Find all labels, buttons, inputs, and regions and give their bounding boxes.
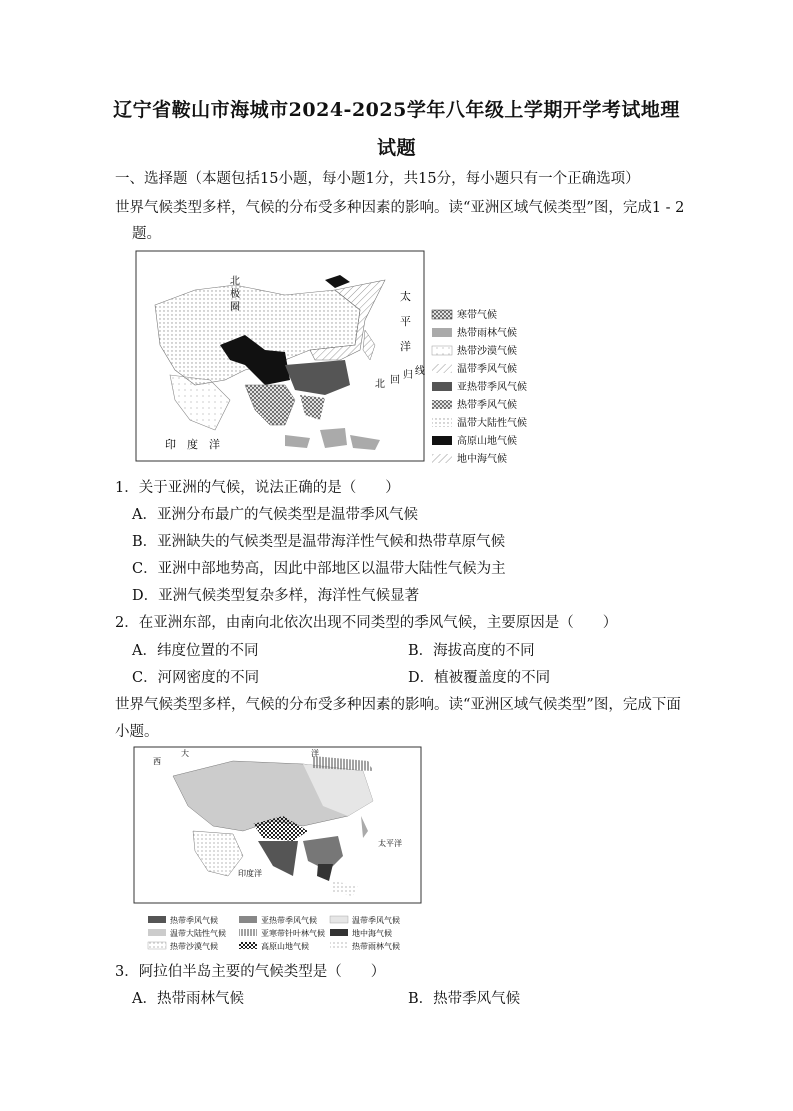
svg-text:温带季风气候: 温带季风气候 <box>352 916 400 925</box>
svg-text:线: 线 <box>415 366 425 377</box>
svg-text:热带沙漠气候: 热带沙漠气候 <box>457 346 517 357</box>
svg-text:地中海气候: 地中海气候 <box>457 454 507 464</box>
q1-option-a[interactable]: A．亚洲分布最广的气候类型是温带季风气候 <box>132 507 418 523</box>
svg-text:热带雨林气候: 热带雨林气候 <box>457 328 517 339</box>
map2-label-indian: 印度洋 <box>238 869 262 878</box>
map1-label-tropic: 北 <box>375 379 385 390</box>
svg-text:热带沙漠气候: 热带沙漠气候 <box>170 942 218 951</box>
svg-text:洋: 洋 <box>400 340 411 353</box>
q1-stem: 1．关于亚洲的气候，说法正确的是（ ） <box>115 480 400 496</box>
q2-stem: 2．在亚洲东部，由南向北依次出现不同类型的季风气候，主要原因是（ ） <box>115 615 618 631</box>
svg-text:温带大陆性气候: 温带大陆性气候 <box>457 418 527 429</box>
svg-text:平: 平 <box>400 315 411 328</box>
svg-text:温带季风气候: 温带季风气候 <box>457 364 517 375</box>
svg-text:高原山地气候: 高原山地气候 <box>457 436 517 447</box>
q1-option-b[interactable]: B．亚洲缺失的气候类型是温带海洋性气候和热带草原气候 <box>132 534 506 550</box>
svg-text:回: 回 <box>390 375 400 386</box>
svg-text:圈: 圈 <box>230 302 240 313</box>
map2-legend <box>148 915 400 951</box>
q1-option-c[interactable]: C．亚洲中部地势高，因此中部地区以温带大陆性气候为主 <box>132 561 506 577</box>
map1-label-indian: 印 度 洋 <box>165 438 220 451</box>
q2-option-b[interactable]: B．海拔高度的不同 <box>408 643 535 659</box>
q2-option-c[interactable]: C．河网密度的不同 <box>132 670 260 686</box>
svg-text:寒带气候: 寒带气候 <box>457 310 497 321</box>
q3-option-a[interactable]: A．热带雨林气候 <box>132 991 244 1007</box>
svg-text:热带雨林气候: 热带雨林气候 <box>352 942 400 951</box>
svg-text:亚热带季风气候: 亚热带季风气候 <box>261 916 317 925</box>
svg-text:亚热带季风气候: 亚热带季风气候 <box>457 382 527 393</box>
map1-legend <box>432 308 527 464</box>
svg-text:极: 极 <box>230 289 240 300</box>
intro-2-line-a: 世界气候类型多样，气候的分布受多种因素的影响。读“亚洲区域气候类型”图，完成下面 <box>115 697 681 713</box>
svg-text:大: 大 <box>181 749 189 758</box>
svg-text:洋: 洋 <box>311 749 319 758</box>
intro-1-line-a: 世界气候类型多样，气候的分布受多种因素的影响。读“亚洲区域气候类型”图，完成1 - 2 <box>115 200 685 216</box>
q2-option-d[interactable]: D．植被覆盖度的不同 <box>408 670 551 686</box>
asia-climate-map-2 <box>133 746 423 954</box>
q3-option-b[interactable]: B．热带季风气候 <box>408 991 521 1007</box>
svg-text:热带季风气候: 热带季风气候 <box>170 916 218 925</box>
q1-option-d[interactable]: D．亚洲气候类型复杂多样，海洋性气候显著 <box>132 588 420 604</box>
svg-text:温带大陆性气候: 温带大陆性气候 <box>170 929 226 938</box>
q2-option-a[interactable]: A．纬度位置的不同 <box>132 643 259 659</box>
svg-text:热带季风气候: 热带季风气候 <box>457 400 517 411</box>
svg-text:西: 西 <box>153 757 161 766</box>
doc-title-line2: 试题 <box>376 137 416 159</box>
map2-label-pacific: 太平洋 <box>378 839 402 848</box>
map1-label-north: 北 <box>230 276 240 287</box>
q3-stem: 3．阿拉伯半岛主要的气候类型是（ ） <box>115 964 386 980</box>
asia-climate-map-1 <box>135 250 535 464</box>
svg-text:高原山地气候: 高原山地气候 <box>261 942 309 951</box>
intro-1-line-b: 题。 <box>132 226 161 242</box>
svg-text:地中海气候: 地中海气候 <box>352 929 392 938</box>
section-heading: 一、选择题（本题包括15小题，每小题1分，共15分，每小题只有一个正确选项） <box>115 171 640 187</box>
doc-title-line1: 辽宁省鞍山市海城市2024-2025学年八年级上学期开学考试地理 <box>113 99 680 121</box>
svg-text:归: 归 <box>403 370 413 381</box>
map1-label-pacific: 太 <box>400 290 411 303</box>
svg-text:亚寒带针叶林气候: 亚寒带针叶林气候 <box>261 929 325 938</box>
intro-2-line-b: 小题。 <box>115 724 159 740</box>
